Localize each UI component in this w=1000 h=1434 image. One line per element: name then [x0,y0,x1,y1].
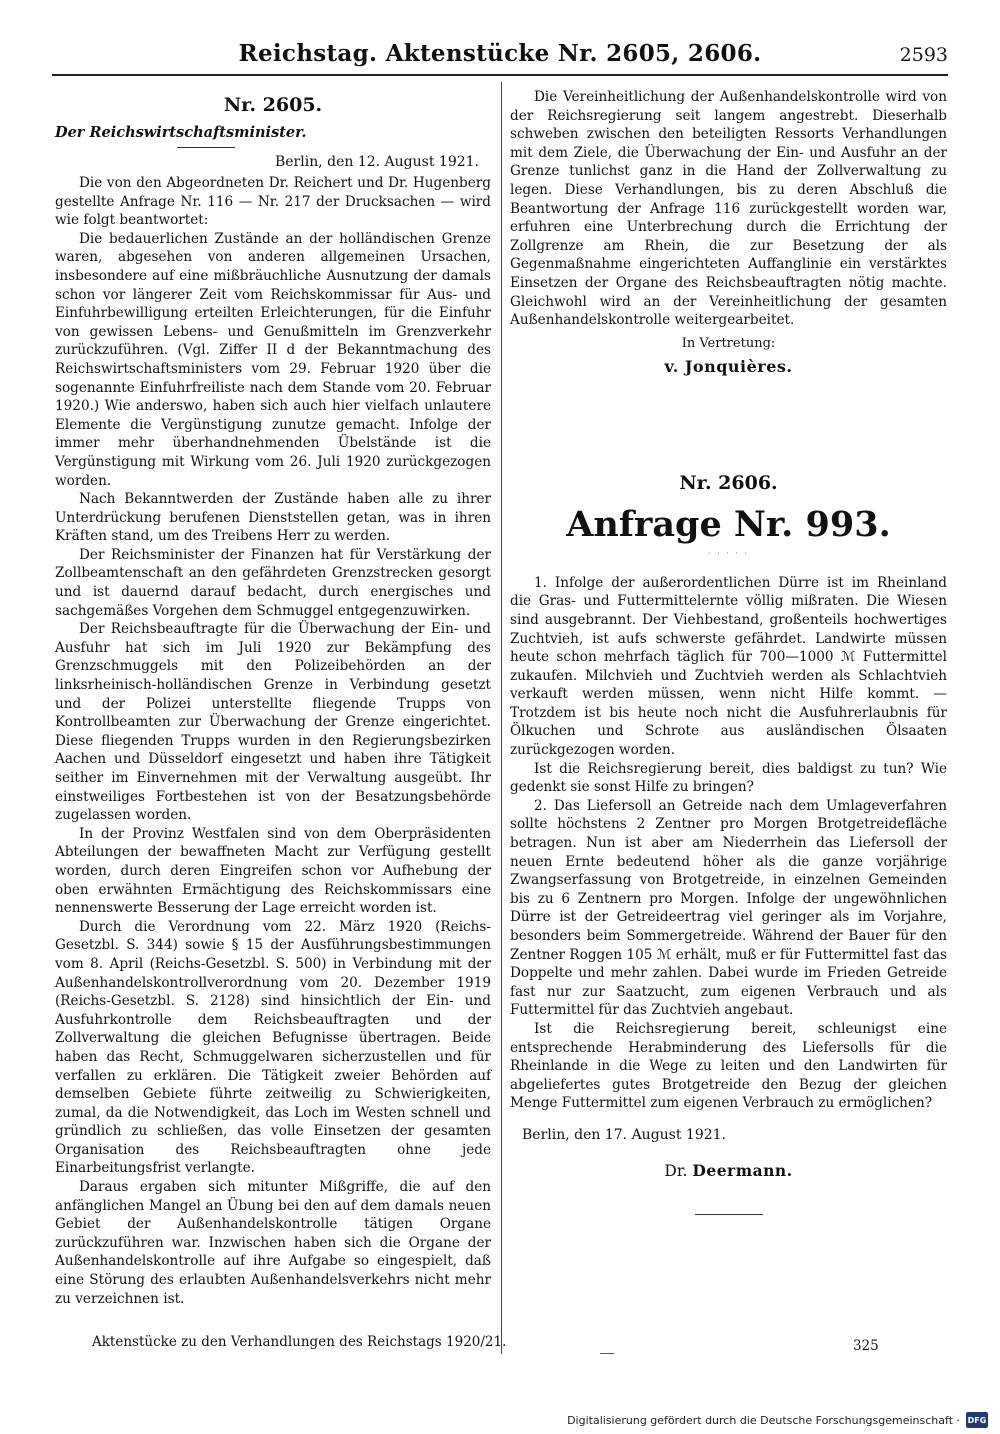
paragraph: 1. Infolge der außerordentlichen Dürre ist im Rheinland die Gras- und Futtermittelernte völlig mißraten. Die Wiesen sind ausgebrannt. Der Viehbestand, großenteils hochwertiges Zuchtvieh, ist aufs schwerste gefährdet. Landwirte müssen heute schon mehrfach täglich für 700—1000 ℳ Futtermittel zukaufen. Milchvieh und Zuchtvieh werden als Schlachtvieh verkauft werden müssen, wenn nicht Hilfe kommt. — Trotzdem ist bis heute noch nicht die Ausfuhrerlaubnis für Ölkuchen und Schrote aus ausländischen Ölsaaten zurückgezogen worden. [510,574,947,759]
inquiry-title: Anfrage Nr. 993. [566,503,891,545]
signature-name: Deermann. [692,1160,793,1180]
ministry-heading: Der Reichswirtschaftsminister. [55,124,307,141]
header-title: Reichstag. Aktenstücke Nr. 2605, 2606. [238,40,762,67]
paragraph: Die bedauerlichen Zustände an der holländischen Grenze waren, abgesehen von anderen allgemeinen Ursachen, insbesondere auf eine mißbräuchliche Ausnutzung der damals schon vor längerer Zeit vom Reichskommissar für Aus- und Einfuhrbewilligung erteilten Erleichterungen, für die Einfuhr von gewissen Lebens- und Genußmitteln im Grenzverkehr zurückzuführen. (Vgl. Ziffer II d der Bekanntmachung des Reichswirtschaftsministers vom 29. Februar 1920 über die sogenannte Einfuhrfreiliste nach dem Stande vom 20. Februar 1920.) Wie anderswo, haben sich auch hier vielfach unlautere Elemente die Vergünstigung zunutze gemacht. Infolge der immer mehr überhandnehmenden Übelstände ist die Vergünstigung mit Wirkung vom 26. Juli 1920 zurückgezogen worden. [55,230,491,489]
right-column [510,88,947,1225]
digitization-credit [567,1412,988,1428]
dateline: Berlin, den 12. August 1921. [274,154,479,170]
page-header [52,40,948,74]
closing-date: Berlin, den 17. August 1921. [522,1126,727,1143]
paragraph: Ist die Reichsregierung bereit, schleunigst eine entsprechende Herabminderung des Liefersolls für die Rheinlande in die Wege zu leiten und den Landwirten für abgeliefertes gutes Brotgetreide den Bezug der gleichen Menge Futtermittel zum eigenen Verbrauch zu ermöglichen? [510,1020,947,1112]
signature-prefix: Dr. [664,1161,688,1180]
left-column [55,88,491,1308]
header-rule [52,74,948,76]
credit-text: Digitalisierung gefördert durch die Deutsche Forschungsgemeinschaft · [567,1413,960,1427]
end-rule [695,1214,763,1215]
bottom-page-number: 325 [853,1338,879,1354]
signature [510,1161,947,1180]
deputy-name: v. Jonquières. [664,356,793,376]
left-footer: Aktenstücke zu den Verhandlungen des Reichstags 1920/21. [92,1334,507,1350]
title-ornament: · · · · · [708,548,749,558]
doc-number-2606: Nr. 2606. [679,471,778,494]
dfg-logo-icon: DFG [966,1412,988,1428]
column-divider [501,82,502,1354]
paragraph: Ist die Reichsregierung bereit, dies baldigst zu tun? Wie gedenkt sie sonst Hilfe zu bringen? [510,760,947,796]
footer-tick [600,1353,614,1354]
paragraph: Daraus ergaben sich mitunter Mißgriffe, die auf den anfänglichen Mangel an Übung bei den auf dem damals neuen Gebiet der Außenhandelskontrolle tätigen Organe zurückzuführen war. Inzwischen haben sich die Organe der Außenhandelskontrolle auf ihre Aufgabe so eingespielt, daß eine Störung des erlaubten Außenhandelsverkehrs nicht mehr zu verzeichnen ist. [55,1179,491,1307]
paragraph: Durch die Verordnung vom 22. März 1920 (Reichs-Gesetzbl. S. 344) sowie § 15 der Ausführungsbestimmungen vom 8. April (Reichs-Gesetzbl. S. 500) in Verbindung mit der Außenhandelskontrollverordnung vom 20. Dezember 1919 (Reichs-Gesetzbl. S. 2128) sind hinsichtlich der Ein- und Ausfuhrkontrolle dem Reichsbeauftragten und der Zollverwaltung die gleichen Befugnisse übertragen. Beide haben das Recht, Schmuggelwaren sicherzustellen und für verfallen zu erklären. Die Tätigkeit zweier Behörden auf demselben Gebiete führte zeitweilig zu Schwierigkeiten, zumal, da die Notwendigkeit, das Loch im Westen schnell und gründlich zu schließen, das volle Einsetzen der gesamten Organisation des Reichsbeauftragten ohne jede Einarbeitungsfrist verlangte. [55,918,491,1177]
deputy-label: In Vertretung: [681,335,776,351]
header-page-number: 2593 [899,44,948,66]
paragraph: Der Reichsbeauftragte für die Überwachung der Ein- und Ausfuhr hat sich im Juli 1920 zur Bekämpfung des Grenzschmuggels mit den Polizeibehörden an der linksrheinisch-holländischen Grenze in Verbindung gesetzt und der Polizei unterstellte fliegende Trupps von Kontrollbeamten zur Überwachung der Grenze eingerichtet. Diese fliegenden Trupps wurden in den Regierungsbezirken Aachen und Düsseldorf eingesetzt und haben ihre Tätigkeit seither im Einvernehmen mit der Verwaltung ausgeübt. Ihr einstweiliges Fortbestehen ist von der Besatzungsbehörde zugelassen worden. [55,621,491,824]
doc-number-2605: Nr. 2605. [223,94,323,116]
short-rule [177,147,235,148]
paragraph: Die von den Abgeordneten Dr. Reichert und Dr. Hugenberg gestellte Anfrage Nr. 116 — Nr. 217 der Drucksachen — wird wie folgt beantwortet: [55,175,491,229]
paragraph: 2. Das Liefersoll an Getreide nach dem Umlageverfahren sollte höchstens 2 Zentner pro Morgen Brotgetreidefläche betragen. Nun ist aber am Niederrhein das Liefersoll der neuen Ernte bedeutend höher als die ganze vorjährige Zwangserfassung von Brotgetreide, in einzelnen Gemeinden bis zu 6 Zentnern pro Morgen. Infolge der ungewöhnlichen Dürre ist der Getreideertrag viel geringer als im Vorjahre, besonders beim Sommergetreide. Während der Bauer für den Zentner Roggen 105 ℳ erhält, muß er für Futtermittel fast das Doppelte und mehr zahlen. Dabei wurde im Frieden Getreide fast nur zur Saatzucht, zum eigenen Verbrauch und als Futtermittel für das Zuchtvieh angebaut. [510,797,947,1019]
continuation-paragraph: Die Vereinheitlichung der Außenhandelskontrolle wird von der Reichsregierung seit langem angestrebt. Dieserhalb schweben zwischen den beteiligten Ressorts Verhandlungen mit dem Ziele, die Überwachung der Ein- und Ausfuhr an der Grenze tunlichst ganz in die Hand der Zollverwaltung zu legen. Diese Verhandlungen, bis zu deren Abschluß die Beantwortung der Anfrage 116 zurückgestellt worden war, erfuhren eine Unterbrechung durch die Errichtung der Zollgrenze am Rhein, die zur Besetzung der als Gegenmaßnahme eingerichteten Auffanglinie ein verstärktes Einsetzen der Organe des Reichsbeauftragten nötig machte. Gleichwohl wird an der Vereinheitlichung der gesamten Außenhandelskontrolle weitergearbeitet. [510,89,947,329]
paragraph: Nach Bekanntwerden der Zustände haben alle zu ihrer Unterdrückung berufenen Dienststellen getan, was in ihren Kräften stand, um des Treibens Herr zu werden. [55,491,491,545]
paragraph: In der Provinz Westfalen sind von dem Oberpräsidenten Abteilungen der bewaffneten Macht zur Verfügung gestellt worden, durch deren Eingreifen schon vor Aufhebung der oben erwähnten Ermächtigung des Reichskommissars eine nennenswerte Besserung der Lage erreicht worden ist. [55,825,491,917]
paragraph: Der Reichsminister der Finanzen hat für Verstärkung der Zollbeamtenschaft an den gefährdeten Grenzstrecken gesorgt und ist dauernd darauf bedacht, durch energisches und sachgemäßes Vorgehen dem Schmuggel entgegenzuwirken. [55,546,491,619]
